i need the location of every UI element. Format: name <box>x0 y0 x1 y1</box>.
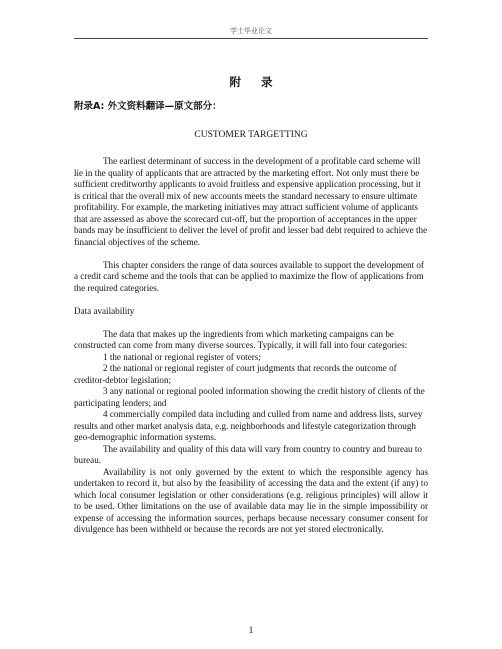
list-item: 2 the national or regional register of court judgments that records the outcome of creditor-debtor legislation; <box>74 363 397 385</box>
subheading-data-availability: Data availability <box>74 305 135 316</box>
running-header: 学士毕业论文 <box>230 27 272 35</box>
body-text <box>74 156 428 536</box>
list-item: 1 the national or regional register of voters; <box>103 351 261 362</box>
appendix-heading: 附录A: 外文资料翻译—原文部分： <box>74 101 222 112</box>
header-divider <box>74 38 428 39</box>
list-item: 4 commercially compiled data including and culled from name and address lists, survey results and other market analysis data, e.g. neighborhoods and lifestyle categorization through geo-demographic information systems. <box>74 409 423 442</box>
paragraph-data-sources: The data that makes up the ingredients from which marketing campaigns can be constructed can come from many diverse sources. Typically, it will fall into four categories: <box>74 328 408 350</box>
paragraph-availability: Availability is not only governed by the extent to which the responsible agency has undertaken to record it, but also by the feasibility of accessing the data and the extent (if any) to which local consumer legislation or other considerations (e.g. religious principles) will allow it to be used. Other limitations on the use of available data may lie in the simple impossibility or expense of accessing the information sources, perhaps because necessary consumer consent for divulgence has been withheld or because the records are not yet stored electronically. <box>74 466 428 534</box>
page-number: 1 <box>248 626 254 636</box>
paragraph-chapter-scope: This chapter considers the range of data sources available to support the development of a credit card scheme and the tools that can be applied to maximize the flow of applications from the required categories. <box>74 259 424 293</box>
paragraph-intro: The earliest determinant of success in the development of a profitable card scheme will lie in the quality of applicants that are attracted by the marketing effort. Not only must there be sufficient creditworthy applicants to avoid fruitless and expensive application processing, but it is critical that the overall mix of new accounts meets the standard necessary to ensure ultimate profitability. For example, the marketing initiatives may attract sufficient volume of applicants that are assessed as above the scorecard cut-off, but the proportion of acceptances in the upper bands may be insufficient to deliver the level of profit and lesser bad debt required to achieve the financial objectives of the scheme. <box>74 156 428 247</box>
document-title: CUSTOMER TARGETTING <box>194 130 308 140</box>
paragraph-quality: The availability and quality of this data will vary from country to country and bureau to bureau. <box>74 443 422 465</box>
section-title: 附 录 <box>229 75 281 89</box>
list-item: 3 any national or regional pooled information showing the credit history of clients of the participating lenders; and <box>74 386 425 408</box>
